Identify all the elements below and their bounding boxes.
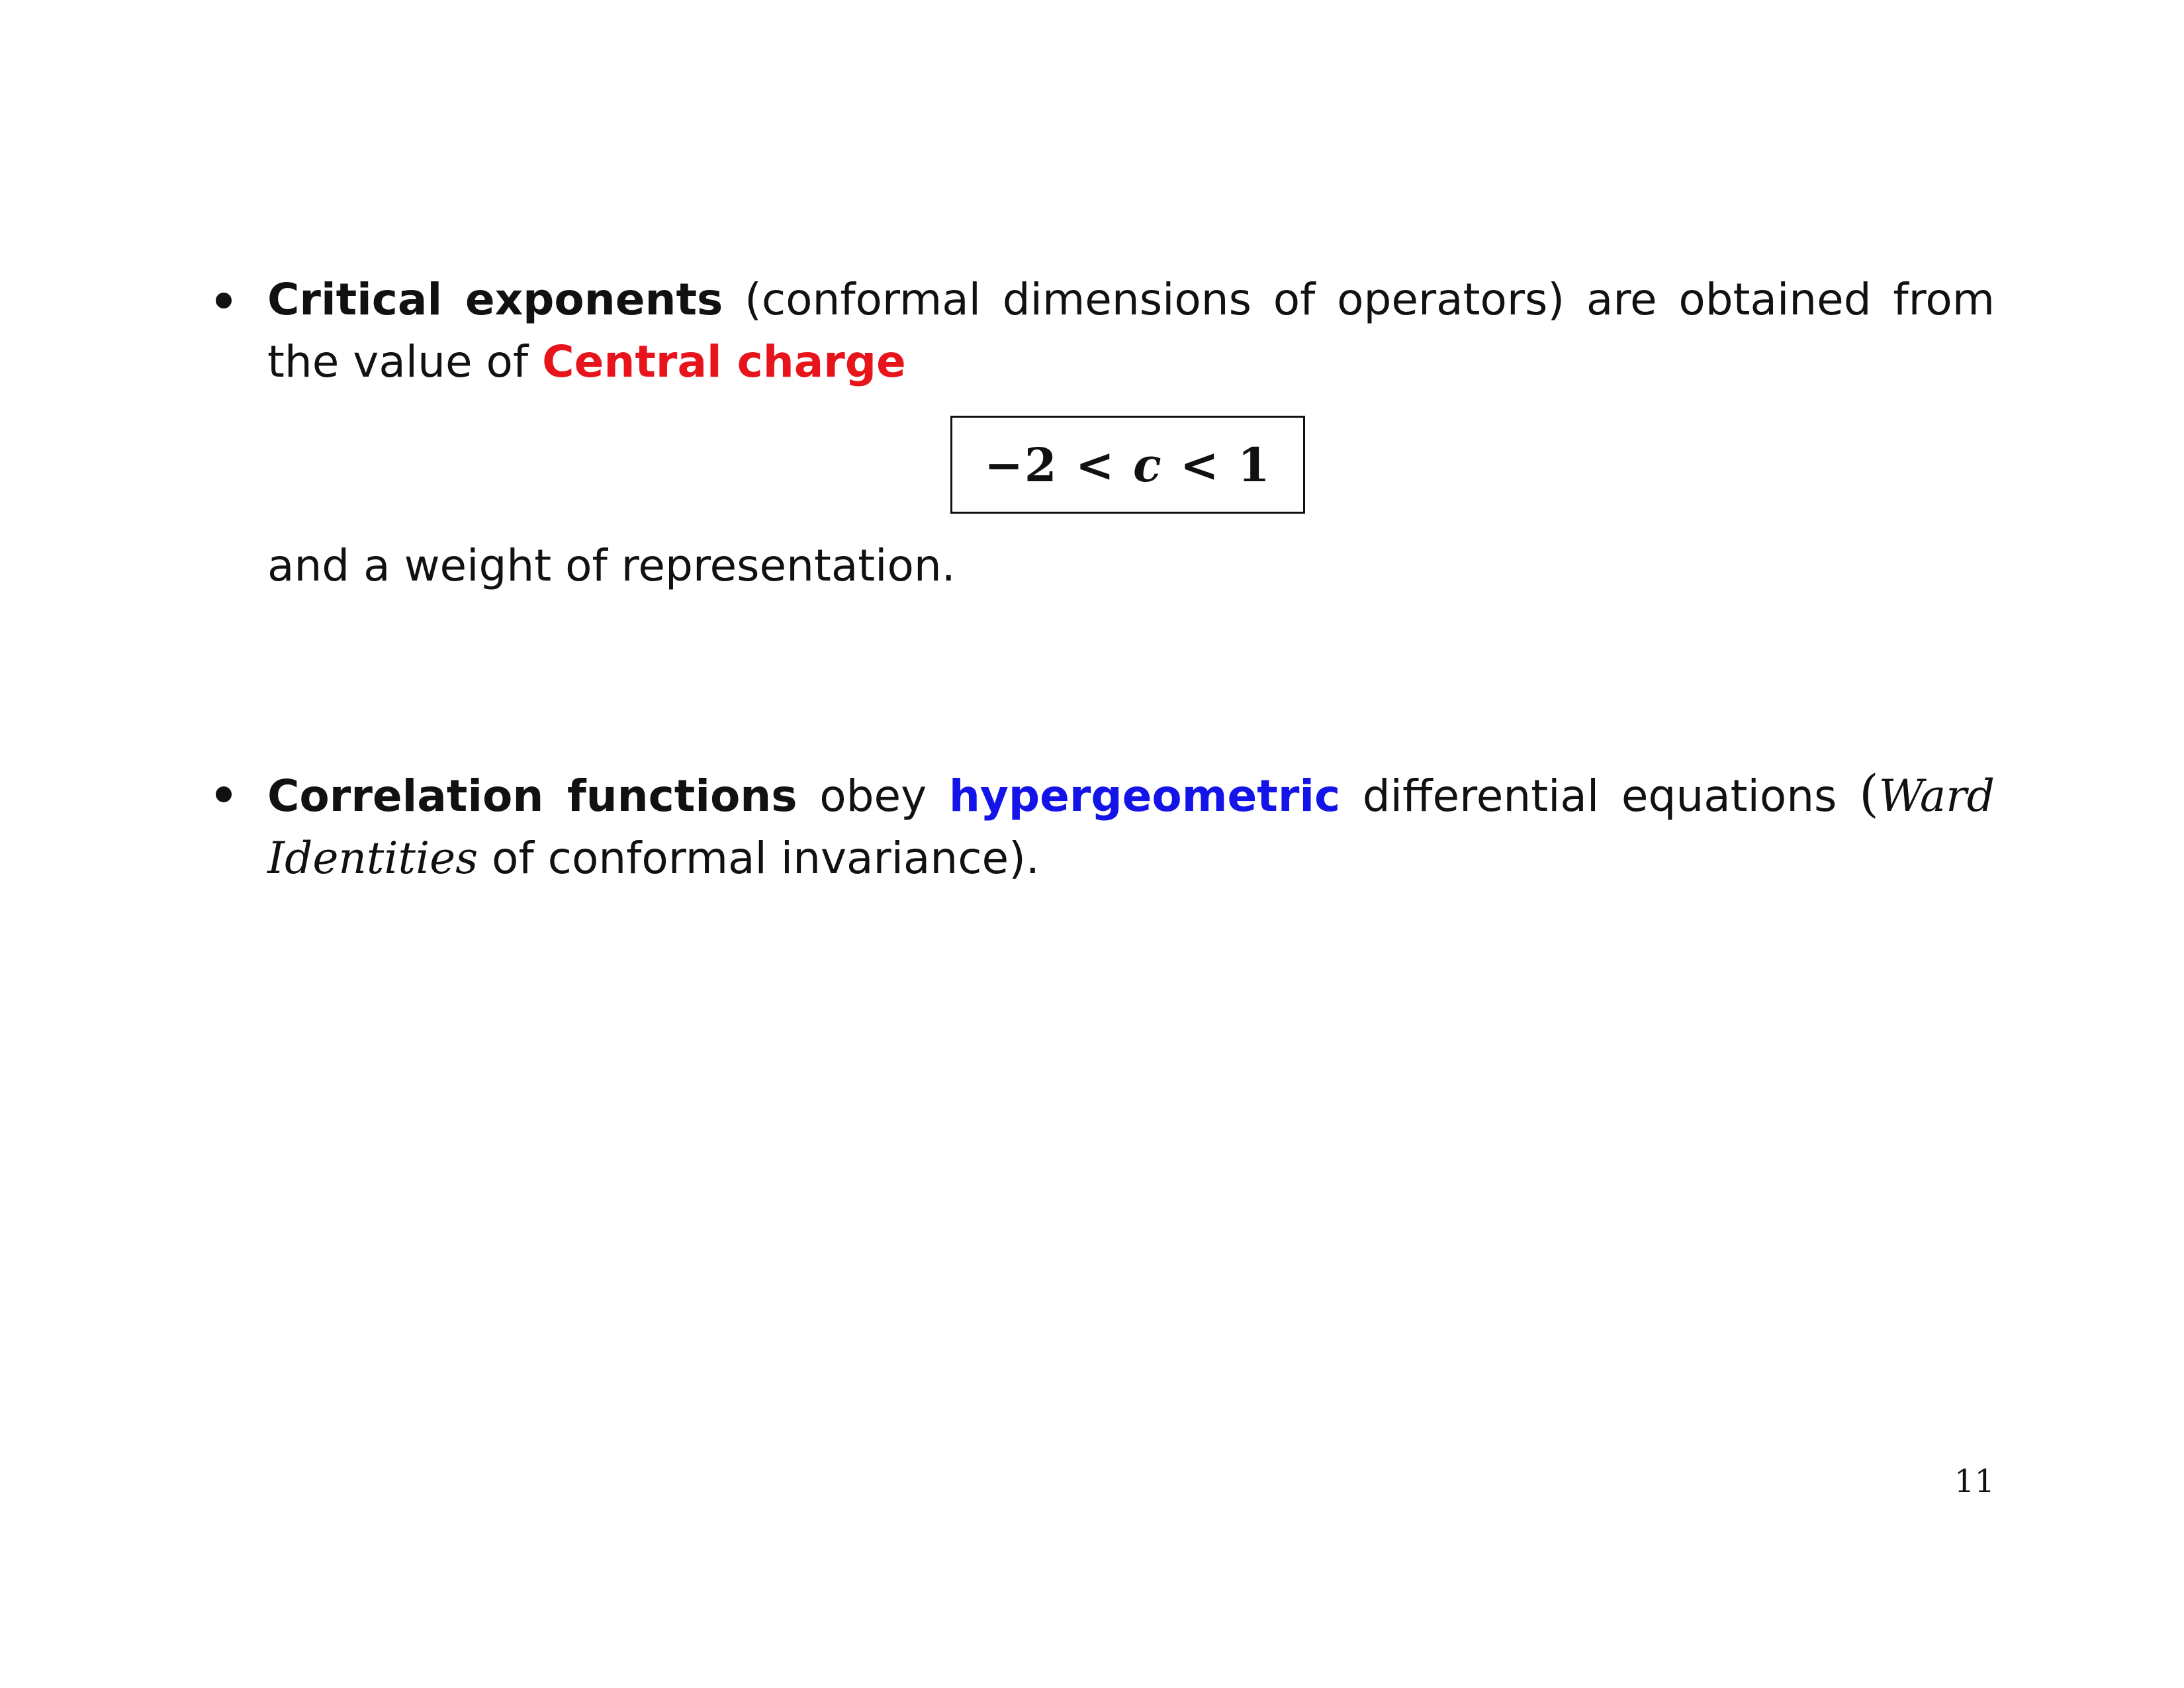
page-number: 11 [1954,1463,1995,1500]
after-formula-text: and a weight of representation. [267,540,956,591]
term-critical-exponents: Critical exponents [267,274,723,325]
bullet-text: of conformal invariance). [478,833,1040,884]
central-charge-formula [950,416,1305,514]
bullet-text: (conformal dimensions of operators) are obtained from the value of [267,274,1995,387]
formula-less-than: < [1162,437,1238,492]
formula-upper-bound: 1 [1238,437,1271,492]
bullet-text: differential equations [1340,771,1860,821]
formula-variable: c [1133,437,1163,492]
bullet-critical-exponents [267,269,1995,393]
formula-less-than: < [1058,437,1133,492]
bullet-text: obey [797,771,949,821]
term-hypergeometric: hypergeometric [948,771,1341,821]
bullet-dot-icon [216,293,232,308]
term-correlation-functions: Correlation functions [267,771,797,821]
bullet-dot-icon [216,786,232,802]
open-paren: ( [1859,764,1879,823]
term-ward-identities: Ward Identities [267,771,1995,884]
formula-lower-bound: −2 [984,437,1058,492]
bullet-correlation-functions [267,763,1995,890]
term-central-charge: Central charge [542,336,906,387]
